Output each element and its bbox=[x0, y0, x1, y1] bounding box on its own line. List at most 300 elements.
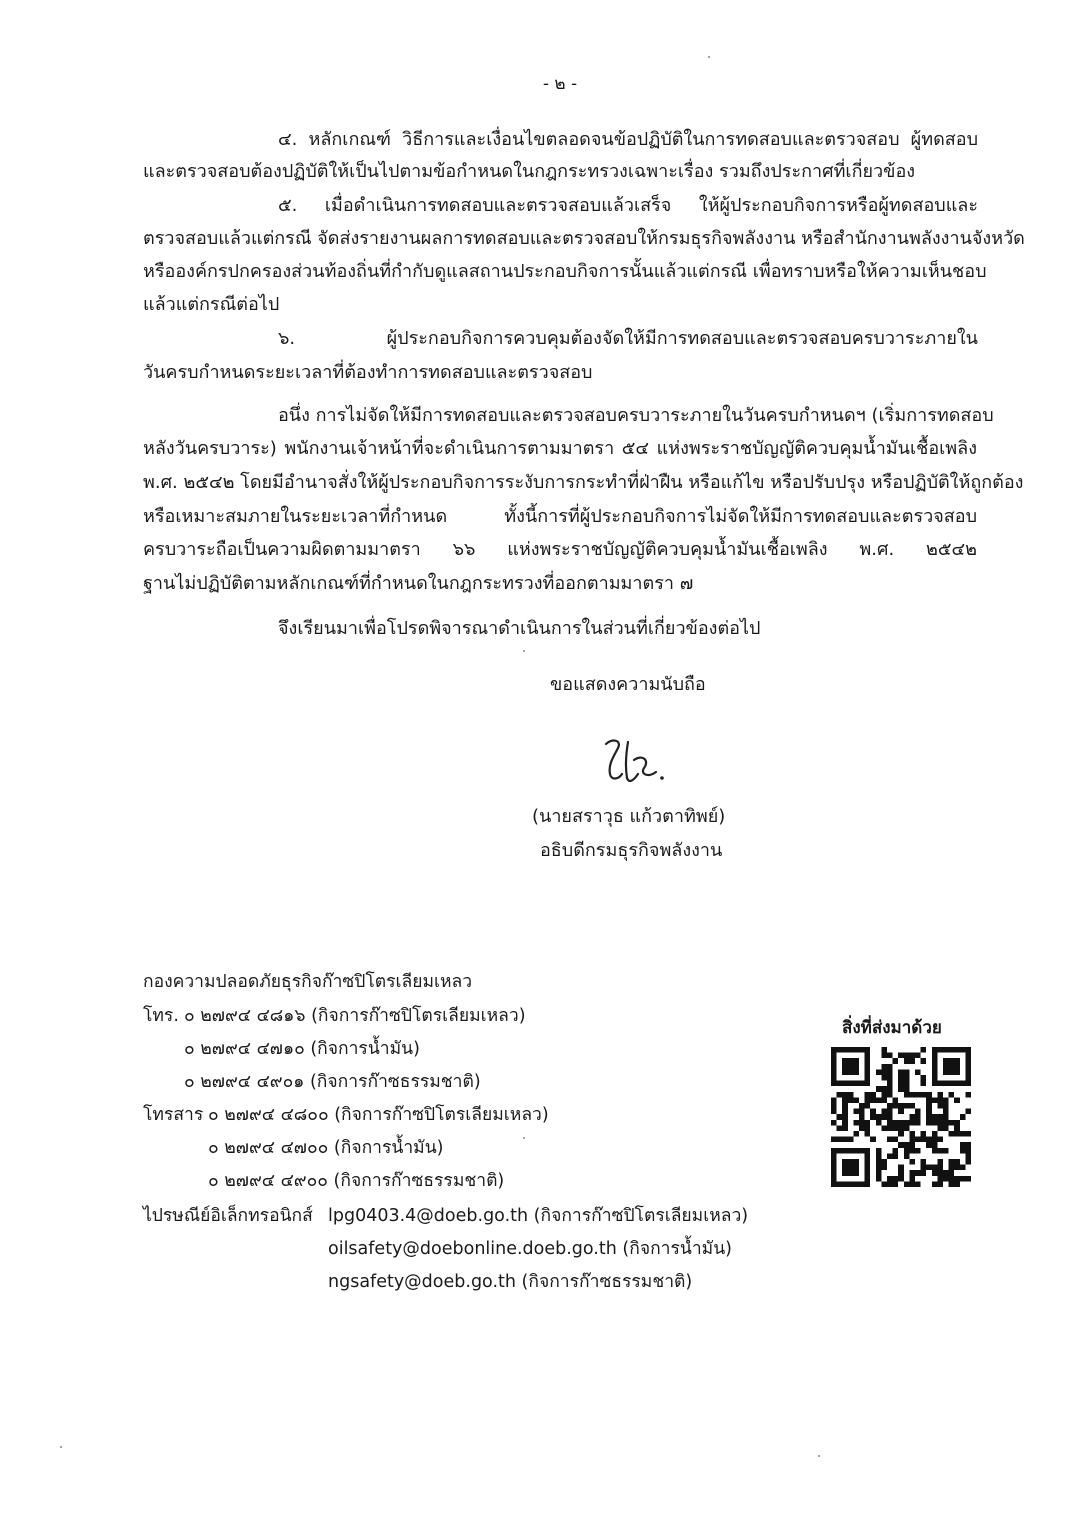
qr-module bbox=[853, 1165, 859, 1171]
qr-module bbox=[859, 1114, 865, 1120]
qr-module bbox=[848, 1181, 854, 1187]
qr-module bbox=[909, 1148, 915, 1154]
qr-module bbox=[876, 1153, 882, 1159]
qr-module bbox=[859, 1081, 865, 1087]
qr-module bbox=[926, 1092, 932, 1098]
qr-module bbox=[943, 1064, 949, 1070]
qr-module bbox=[921, 1137, 927, 1143]
qr-module bbox=[893, 1148, 899, 1154]
qr-module bbox=[932, 1114, 938, 1120]
qr-module bbox=[898, 1125, 904, 1131]
qr-module bbox=[876, 1069, 882, 1075]
qr-module bbox=[859, 1103, 865, 1109]
qr-module bbox=[865, 1069, 871, 1075]
qr-module bbox=[842, 1069, 848, 1075]
fax-line-2: ๐ ๒๗๙๔ ๔๗๐๐ (กิจการน้ำมัน) bbox=[208, 1138, 444, 1158]
qr-module bbox=[887, 1120, 893, 1126]
qr-module bbox=[842, 1170, 848, 1176]
qr-module bbox=[853, 1170, 859, 1176]
qr-module bbox=[937, 1081, 943, 1087]
email-line-3[interactable]: ngsafety@doeb.go.th (กิจการก๊าซธรรมชาติ) bbox=[328, 1272, 693, 1292]
qr-module bbox=[831, 1153, 837, 1159]
qr-module bbox=[965, 1109, 971, 1115]
qr-module bbox=[898, 1120, 904, 1126]
fax-line-3: ๐ ๒๗๙๔ ๔๙๐๐ (กิจการก๊าซธรรมชาติ) bbox=[208, 1171, 505, 1191]
qr-module bbox=[898, 1170, 904, 1176]
qr-module bbox=[943, 1097, 949, 1103]
qr-module bbox=[954, 1120, 960, 1126]
qr-module bbox=[865, 1075, 871, 1081]
signatory-position: อธิบดีกรมธุรกิจพลังงาน bbox=[540, 840, 723, 861]
qr-module bbox=[887, 1064, 893, 1070]
paragraph-5-line-1: ๕. เมื่อดำเนินการทดสอบและตรวจสอบแล้วเสร็จ ให้ผู้ประกอบกิจการหรือผู้ทดสอบและ bbox=[278, 195, 978, 216]
qr-module bbox=[848, 1058, 854, 1064]
qr-module bbox=[954, 1081, 960, 1087]
qr-module bbox=[853, 1181, 859, 1187]
qr-module bbox=[904, 1075, 910, 1081]
qr-module bbox=[960, 1142, 966, 1148]
qr-module bbox=[898, 1081, 904, 1087]
qr-module bbox=[837, 1081, 843, 1087]
qr-module bbox=[893, 1097, 899, 1103]
qr-module bbox=[921, 1092, 927, 1098]
qr-module bbox=[853, 1148, 859, 1154]
qr-module bbox=[859, 1181, 865, 1187]
qr-module bbox=[943, 1103, 949, 1109]
qr-module bbox=[848, 1165, 854, 1171]
qr-module bbox=[965, 1047, 971, 1053]
qr-module bbox=[904, 1142, 910, 1148]
paragraph-4-line-1: ๔. หลักเกณฑ์ วิธีการและเงื่อนไขตลอดจนข้อปฏิบัติในการทดสอบและตรวจสอบ ผู้ทดสอบ bbox=[278, 129, 978, 150]
phone-line-2: ๐ ๒๗๙๔ ๔๗๑๐ (กิจการน้ำมัน) bbox=[184, 1039, 420, 1059]
qr-module bbox=[865, 1064, 871, 1070]
qr-module bbox=[949, 1069, 955, 1075]
qr-module bbox=[932, 1137, 938, 1143]
qr-module bbox=[943, 1148, 949, 1154]
qr-module bbox=[853, 1069, 859, 1075]
qr-module bbox=[865, 1092, 871, 1098]
qr-module bbox=[926, 1137, 932, 1143]
qr-module bbox=[949, 1181, 955, 1187]
qr-module bbox=[893, 1176, 899, 1182]
qr-module bbox=[949, 1131, 955, 1137]
qr-module bbox=[921, 1165, 927, 1171]
qr-module bbox=[848, 1137, 854, 1143]
qr-module bbox=[848, 1047, 854, 1053]
signatory-name: (นายสราวุธ แก้วตาทิพย์) bbox=[532, 806, 726, 827]
qr-module bbox=[848, 1097, 854, 1103]
qr-module bbox=[893, 1181, 899, 1187]
qr-module bbox=[865, 1153, 871, 1159]
qr-module bbox=[859, 1125, 865, 1131]
qr-module bbox=[831, 1047, 837, 1053]
qr-module bbox=[865, 1097, 871, 1103]
qr-module bbox=[926, 1109, 932, 1115]
qr-module bbox=[887, 1081, 893, 1087]
qr-module bbox=[932, 1064, 938, 1070]
qr-module bbox=[921, 1170, 927, 1176]
qr-module bbox=[865, 1053, 871, 1059]
qr-module bbox=[842, 1047, 848, 1053]
qr-module bbox=[965, 1058, 971, 1064]
qr-module bbox=[915, 1069, 921, 1075]
qr-module bbox=[837, 1137, 843, 1143]
qr-module bbox=[853, 1064, 859, 1070]
qr-module bbox=[904, 1103, 910, 1109]
qr-module bbox=[881, 1092, 887, 1098]
qr-module bbox=[943, 1047, 949, 1053]
qr-module bbox=[909, 1142, 915, 1148]
qr-module bbox=[893, 1125, 899, 1131]
qr-module bbox=[893, 1153, 899, 1159]
paragraph-7-line-5: ครบวาระถือเป็นความผิดตามมาตรา ๖๖ แห่งพระราชบัญญัติควบคุมน้ำมันเชื้อเพลิง พ.ศ. ๒๕๔๒ bbox=[143, 539, 977, 560]
qr-module bbox=[853, 1131, 859, 1137]
qr-module bbox=[881, 1069, 887, 1075]
closing-regards: ขอแสดงความนับถือ bbox=[550, 674, 706, 695]
qr-module bbox=[937, 1125, 943, 1131]
qr-module bbox=[954, 1165, 960, 1171]
qr-code[interactable] bbox=[831, 1047, 971, 1187]
qr-module bbox=[859, 1148, 865, 1154]
qr-module bbox=[965, 1131, 971, 1137]
qr-module bbox=[870, 1092, 876, 1098]
qr-module bbox=[932, 1075, 938, 1081]
qr-module bbox=[932, 1120, 938, 1126]
qr-module bbox=[876, 1120, 882, 1126]
qr-module bbox=[887, 1114, 893, 1120]
qr-module bbox=[887, 1092, 893, 1098]
qr-module bbox=[943, 1176, 949, 1182]
qr-module bbox=[926, 1165, 932, 1171]
qr-module bbox=[965, 1176, 971, 1182]
qr-module bbox=[949, 1176, 955, 1182]
qr-module bbox=[865, 1103, 871, 1109]
qr-module bbox=[915, 1053, 921, 1059]
qr-module bbox=[859, 1109, 865, 1115]
qr-module bbox=[904, 1086, 910, 1092]
qr-module bbox=[881, 1075, 887, 1081]
qr-module bbox=[853, 1109, 859, 1115]
qr-module bbox=[909, 1120, 915, 1126]
qr-module bbox=[949, 1058, 955, 1064]
qr-module bbox=[887, 1103, 893, 1109]
qr-module bbox=[909, 1181, 915, 1187]
qr-module bbox=[915, 1170, 921, 1176]
qr-module bbox=[848, 1148, 854, 1154]
qr-module bbox=[932, 1047, 938, 1053]
paragraph-7-line-1: อนึ่ง การไม่จัดให้มีการทดสอบและตรวจสอบครบวาระภายในวันครบกำหนดฯ (เริ่มการทดสอบ bbox=[278, 405, 994, 426]
qr-module bbox=[881, 1125, 887, 1131]
paragraph-5-line-4: แล้วแต่กรณีต่อไป bbox=[143, 294, 280, 315]
paragraph-7-line-2: หลังวันครบวาระ) พนักงานเจ้าหน้าที่จะดำเนินการตามมาตรา ๕๔ แห่งพระราชบัญญัติควบคุมน้ำมันเชื้อเพลิง bbox=[143, 438, 977, 459]
qr-module bbox=[904, 1153, 910, 1159]
scan-speck bbox=[523, 650, 525, 652]
qr-module bbox=[865, 1081, 871, 1087]
qr-module bbox=[887, 1109, 893, 1115]
qr-module bbox=[937, 1120, 943, 1126]
qr-module bbox=[876, 1165, 882, 1171]
qr-module bbox=[904, 1120, 910, 1126]
qr-module bbox=[842, 1114, 848, 1120]
qr-module bbox=[943, 1120, 949, 1126]
qr-module bbox=[921, 1131, 927, 1137]
qr-module bbox=[831, 1103, 837, 1109]
email-line-1[interactable]: lpg0403.4@doeb.go.th (กิจการก๊าซปิโตรเลียมเหลว) bbox=[328, 1206, 749, 1226]
email-line-2[interactable]: oilsafety@doebonline.doeb.go.th (กิจการน้ำมัน) bbox=[328, 1239, 733, 1259]
qr-module bbox=[848, 1170, 854, 1176]
qr-module bbox=[909, 1170, 915, 1176]
qr-module bbox=[898, 1142, 904, 1148]
qr-module bbox=[842, 1081, 848, 1087]
qr-module bbox=[870, 1114, 876, 1120]
qr-module bbox=[848, 1069, 854, 1075]
qr-module bbox=[898, 1165, 904, 1171]
scan-speck bbox=[818, 1455, 820, 1457]
fax-label: โทรสาร bbox=[143, 1105, 204, 1125]
qr-module bbox=[915, 1114, 921, 1120]
qr-module bbox=[842, 1125, 848, 1131]
qr-module bbox=[909, 1159, 915, 1165]
paragraph-7-line-3: พ.ศ. ๒๕๔๒ โดยมีอำนาจสั่งให้ผู้ประกอบกิจการระงับการกระทำที่ฝ่าฝืน หรือแก้ไข หรือปรับปรุง หรือปฏิบัติให้ถูกต้อง bbox=[143, 472, 1024, 493]
phone-label: โทร. bbox=[143, 1006, 179, 1026]
qr-module bbox=[831, 1159, 837, 1165]
qr-module bbox=[831, 1170, 837, 1176]
qr-module bbox=[865, 1159, 871, 1165]
qr-module bbox=[837, 1125, 843, 1131]
qr-module bbox=[870, 1097, 876, 1103]
qr-module bbox=[881, 1064, 887, 1070]
qr-module bbox=[943, 1069, 949, 1075]
qr-module bbox=[893, 1103, 899, 1109]
qr-module bbox=[881, 1109, 887, 1115]
qr-module bbox=[842, 1148, 848, 1154]
qr-module bbox=[949, 1064, 955, 1070]
qr-module bbox=[909, 1092, 915, 1098]
qr-module bbox=[904, 1069, 910, 1075]
qr-module bbox=[887, 1153, 893, 1159]
qr-module bbox=[853, 1120, 859, 1126]
qr-module bbox=[926, 1142, 932, 1148]
qr-module bbox=[842, 1137, 848, 1143]
qr-module bbox=[960, 1114, 966, 1120]
qr-module bbox=[865, 1120, 871, 1126]
qr-module bbox=[921, 1081, 927, 1087]
qr-module bbox=[831, 1053, 837, 1059]
qr-module bbox=[831, 1165, 837, 1171]
qr-module bbox=[921, 1047, 927, 1053]
qr-module bbox=[909, 1058, 915, 1064]
qr-module bbox=[954, 1181, 960, 1187]
qr-module bbox=[932, 1097, 938, 1103]
qr-module bbox=[932, 1148, 938, 1154]
qr-module bbox=[915, 1092, 921, 1098]
qr-module bbox=[831, 1137, 837, 1143]
qr-module bbox=[937, 1159, 943, 1165]
qr-module bbox=[954, 1131, 960, 1137]
qr-module bbox=[943, 1125, 949, 1131]
qr-module bbox=[876, 1097, 882, 1103]
paragraph-7-line-6: ฐานไม่ปฏิบัติตามหลักเกณฑ์ที่กำหนดในกฎกระทรวงที่ออกตามมาตรา ๗ bbox=[143, 573, 694, 594]
qr-module bbox=[853, 1081, 859, 1087]
qr-module bbox=[909, 1137, 915, 1143]
qr-module bbox=[853, 1097, 859, 1103]
qr-module bbox=[954, 1047, 960, 1053]
qr-module bbox=[831, 1176, 837, 1182]
qr-module bbox=[904, 1181, 910, 1187]
qr-module bbox=[848, 1064, 854, 1070]
qr-module bbox=[898, 1053, 904, 1059]
qr-module bbox=[859, 1120, 865, 1126]
scan-speck bbox=[708, 56, 710, 58]
qr-module bbox=[937, 1148, 943, 1154]
qr-module bbox=[842, 1181, 848, 1187]
qr-module bbox=[909, 1176, 915, 1182]
qr-module bbox=[937, 1176, 943, 1182]
qr-module bbox=[893, 1120, 899, 1126]
qr-module bbox=[842, 1109, 848, 1115]
qr-module bbox=[949, 1165, 955, 1171]
qr-module bbox=[837, 1114, 843, 1120]
qr-module bbox=[831, 1069, 837, 1075]
qr-module bbox=[842, 1120, 848, 1126]
qr-module bbox=[943, 1058, 949, 1064]
qr-module bbox=[842, 1103, 848, 1109]
qr-module bbox=[937, 1114, 943, 1120]
paragraph-5-line-3: หรือองค์กรปกครองส่วนท้องถิ่นที่กำกับดูแลสถานประกอบกิจการนั้นแล้วแต่กรณี เพื่อทราบหรือให้ความเห็นชอบ bbox=[143, 261, 987, 282]
qr-module bbox=[842, 1092, 848, 1098]
qr-module bbox=[954, 1069, 960, 1075]
qr-module bbox=[926, 1120, 932, 1126]
qr-module bbox=[921, 1058, 927, 1064]
qr-module bbox=[898, 1109, 904, 1115]
qr-module bbox=[937, 1165, 943, 1171]
qr-module bbox=[853, 1159, 859, 1165]
qr-module bbox=[954, 1176, 960, 1182]
qr-module bbox=[932, 1069, 938, 1075]
qr-module bbox=[898, 1103, 904, 1109]
qr-module bbox=[887, 1069, 893, 1075]
qr-module bbox=[932, 1058, 938, 1064]
qr-module bbox=[881, 1047, 887, 1053]
qr-module bbox=[943, 1081, 949, 1087]
qr-module bbox=[949, 1081, 955, 1087]
qr-module bbox=[893, 1058, 899, 1064]
qr-module bbox=[881, 1097, 887, 1103]
paragraph-4-line-2: และตรวจสอบต้องปฏิบัติให้เป็นไปตามข้อกำหนดในกฎกระทรวงเฉพาะเรื่อง รวมถึงประกาศที่เกี่ยวข้อง bbox=[143, 161, 916, 182]
qr-module bbox=[876, 1114, 882, 1120]
qr-module bbox=[831, 1081, 837, 1087]
qr-module bbox=[842, 1097, 848, 1103]
fax-line-1: ๐ ๒๗๙๔ ๔๘๐๐ (กิจการก๊าซปิโตรเลียมเหลว) bbox=[208, 1105, 549, 1125]
qr-module bbox=[881, 1086, 887, 1092]
qr-module bbox=[915, 1109, 921, 1115]
qr-module bbox=[909, 1114, 915, 1120]
qr-module bbox=[954, 1159, 960, 1165]
qr-module bbox=[909, 1131, 915, 1137]
qr-module bbox=[898, 1131, 904, 1137]
qr-module bbox=[926, 1103, 932, 1109]
qr-module bbox=[954, 1064, 960, 1070]
qr-module bbox=[837, 1148, 843, 1154]
qr-module bbox=[954, 1125, 960, 1131]
qr-module bbox=[932, 1081, 938, 1087]
qr-module bbox=[915, 1181, 921, 1187]
qr-module bbox=[926, 1114, 932, 1120]
closing-request: จึงเรียนมาเพื่อโปรดพิจารณาดำเนินการในส่วนที่เกี่ยวข้องต่อไป bbox=[278, 618, 761, 639]
qr-module bbox=[881, 1159, 887, 1165]
qr-module bbox=[904, 1092, 910, 1098]
qr-module bbox=[893, 1137, 899, 1143]
qr-module bbox=[881, 1181, 887, 1187]
qr-module bbox=[842, 1064, 848, 1070]
qr-module bbox=[932, 1181, 938, 1187]
qr-module bbox=[965, 1064, 971, 1070]
qr-module bbox=[887, 1053, 893, 1059]
qr-module bbox=[842, 1058, 848, 1064]
qr-module bbox=[870, 1109, 876, 1115]
qr-module bbox=[909, 1053, 915, 1059]
phone-line-1: ๐ ๒๗๙๔ ๔๘๑๖ (กิจการก๊าซปิโตรเลียมเหลว) bbox=[184, 1006, 526, 1026]
qr-module bbox=[921, 1159, 927, 1165]
qr-module bbox=[960, 1131, 966, 1137]
qr-module bbox=[898, 1086, 904, 1092]
qr-module bbox=[865, 1148, 871, 1154]
qr-module bbox=[932, 1142, 938, 1148]
qr-module bbox=[865, 1058, 871, 1064]
qr-module bbox=[865, 1165, 871, 1171]
qr-module bbox=[932, 1053, 938, 1059]
qr-module bbox=[937, 1103, 943, 1109]
qr-module bbox=[937, 1170, 943, 1176]
qr-module bbox=[943, 1114, 949, 1120]
qr-module bbox=[898, 1069, 904, 1075]
qr-module bbox=[943, 1170, 949, 1176]
qr-module bbox=[904, 1053, 910, 1059]
qr-module bbox=[960, 1047, 966, 1053]
qr-module bbox=[949, 1159, 955, 1165]
qr-module bbox=[960, 1176, 966, 1182]
qr-module bbox=[965, 1069, 971, 1075]
phone-line-3: ๐ ๒๗๙๔ ๔๙๐๑ (กิจการก๊าซธรรมชาติ) bbox=[184, 1072, 481, 1092]
qr-module bbox=[932, 1131, 938, 1137]
qr-module bbox=[887, 1125, 893, 1131]
qr-module bbox=[965, 1081, 971, 1087]
qr-module bbox=[915, 1148, 921, 1154]
qr-module bbox=[960, 1148, 966, 1154]
qr-module bbox=[831, 1148, 837, 1154]
paragraph-5-line-2: ตรวจสอบแล้วแต่กรณี จัดส่งรายงานผลการทดสอบและตรวจสอบให้กรมธุรกิจพลังงาน หรือสำนักงานพลังงานจังหวัด bbox=[143, 228, 1025, 249]
qr-module bbox=[870, 1137, 876, 1143]
qr-module bbox=[842, 1165, 848, 1171]
qr-module bbox=[926, 1097, 932, 1103]
qr-module bbox=[848, 1081, 854, 1087]
qr-module bbox=[921, 1075, 927, 1081]
qr-module bbox=[876, 1086, 882, 1092]
contact-division: กองความปลอดภัยธุรกิจก๊าซปิโตรเลียมเหลว bbox=[143, 972, 473, 992]
qr-module bbox=[904, 1125, 910, 1131]
email-label: ไปรษณีย์อิเล็กทรอนิกส์ bbox=[143, 1206, 313, 1226]
qr-module bbox=[831, 1097, 837, 1103]
qr-module bbox=[837, 1047, 843, 1053]
qr-module bbox=[965, 1092, 971, 1098]
qr-module bbox=[949, 1170, 955, 1176]
scan-speck bbox=[60, 1446, 62, 1448]
attachment-label: สิ่งที่ส่งมาด้วย bbox=[842, 1018, 942, 1038]
qr-module bbox=[904, 1148, 910, 1154]
qr-module bbox=[848, 1159, 854, 1165]
qr-module bbox=[853, 1047, 859, 1053]
qr-module bbox=[865, 1181, 871, 1187]
